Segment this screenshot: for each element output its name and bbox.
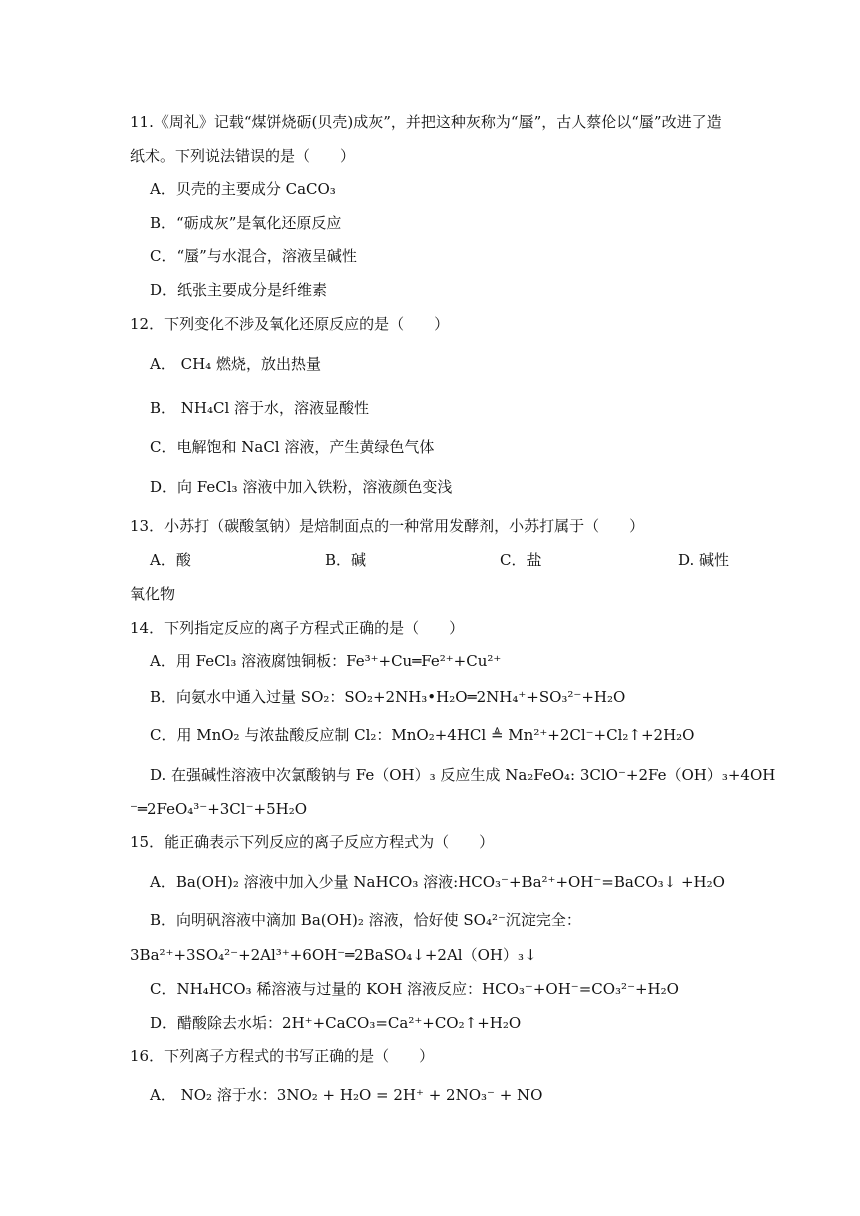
- q13-option-b: B．碱: [325, 551, 367, 569]
- q13-option-d: D. 碱性: [678, 551, 730, 569]
- q11-option-b: B．“砺成灰”是氧化还原反应: [150, 214, 342, 232]
- q14-option-b: B．向氨水中通入过量 SO₂：SO₂+2NH₃•H₂O═2NH₄⁺+SO₃²⁻+H₂O: [150, 688, 626, 706]
- q15-option-b-line2: 3Ba²⁺+3SO₄²⁻+2Al³⁺+6OH⁻═2BaSO₄↓+2Al（OH）₃↓: [130, 946, 537, 964]
- q12-option-b: B． NH₄Cl 溶于水，溶液显酸性: [150, 399, 370, 417]
- q11-stem-line2: 纸术。下列说法错误的是（ ）: [130, 147, 356, 165]
- q14-option-d-line2: ⁻═2FeO₄³⁻+3Cl⁻+5H₂O: [130, 800, 308, 818]
- q13-option-a: A．酸: [150, 551, 191, 569]
- q14-option-d-line1: D. 在强碱性溶液中次氯酸钠与 Fe（OH）₃ 反应生成 Na₂FeO₄: 3ClO⁻+2Fe（OH）₃+4OH: [150, 766, 776, 784]
- q15-option-a: A．Ba(OH)₂ 溶液中加入少量 NaHCO₃ 溶液:HCO₃⁻+Ba²⁺+OH⁻=BaCO₃↓ +H₂O: [150, 873, 725, 891]
- q11-option-a: A．贝壳的主要成分 CaCO₃: [150, 180, 336, 198]
- q13-options-row: [150, 550, 740, 570]
- q15-option-b-line1: B．向明矾溶液中滴加 Ba(OH)₂ 溶液，恰好使 SO₄²⁻沉淀完全：: [150, 911, 581, 929]
- q15-stem: 15．能正确表示下列反应的离子反应方程式为（ ）: [130, 833, 495, 851]
- q14-stem: 14．下列指定反应的离子方程式正确的是（ ）: [130, 619, 465, 637]
- q14-option-a: A．用 FeCl₃ 溶液腐蚀铜板：Fe³⁺+Cu═Fe²⁺+Cu²⁺: [150, 652, 502, 670]
- q12-option-d: D．向 FeCl₃ 溶液中加入铁粉，溶液颜色变浅: [150, 478, 453, 496]
- q11-stem-line1: 11.《周礼》记载“煤饼烧砺(贝壳)成灰”，并把这种灰称为“蜃”，古人蔡伦以“蜃”改进了造: [130, 113, 722, 131]
- q15-option-c: C．NH₄HCO₃ 稀溶液与过量的 KOH 溶液反应：HCO₃⁻+OH⁻=CO₃²⁻+H₂O: [150, 980, 679, 998]
- q11-option-d: D．纸张主要成分是纤维素: [150, 281, 328, 299]
- q13-option-c: C．盐: [500, 551, 542, 569]
- q11-option-c: C．“蜃”与水混合，溶液呈碱性: [150, 247, 357, 265]
- q16-stem: 16．下列离子方程式的书写正确的是（ ）: [130, 1047, 435, 1065]
- q12-stem: 12．下列变化不涉及氧化还原反应的是（ ）: [130, 315, 450, 333]
- q12-option-a: A． CH₄ 燃烧，放出热量: [150, 355, 321, 373]
- q16-option-a: A． NO₂ 溶于水：3NO₂ + H₂O = 2H⁺ + 2NO₃⁻ + NO: [150, 1086, 543, 1104]
- q13-option-d-continued: 氧化物: [130, 585, 176, 603]
- q14-option-c: C．用 MnO₂ 与浓盐酸反应制 Cl₂：MnO₂+4HCl ≜ Mn²⁺+2Cl⁻+Cl₂↑+2H₂O: [150, 726, 695, 744]
- q12-option-c: C．电解饱和 NaCl 溶液，产生黄绿色气体: [150, 438, 435, 456]
- q15-option-d: D．醋酸除去水垢：2H⁺+CaCO₃=Ca²⁺+CO₂↑+H₂O: [150, 1014, 522, 1032]
- q13-stem: 13．小苏打（碳酸氢钠）是焙制面点的一种常用发酵剂，小苏打属于（ ）: [130, 517, 645, 535]
